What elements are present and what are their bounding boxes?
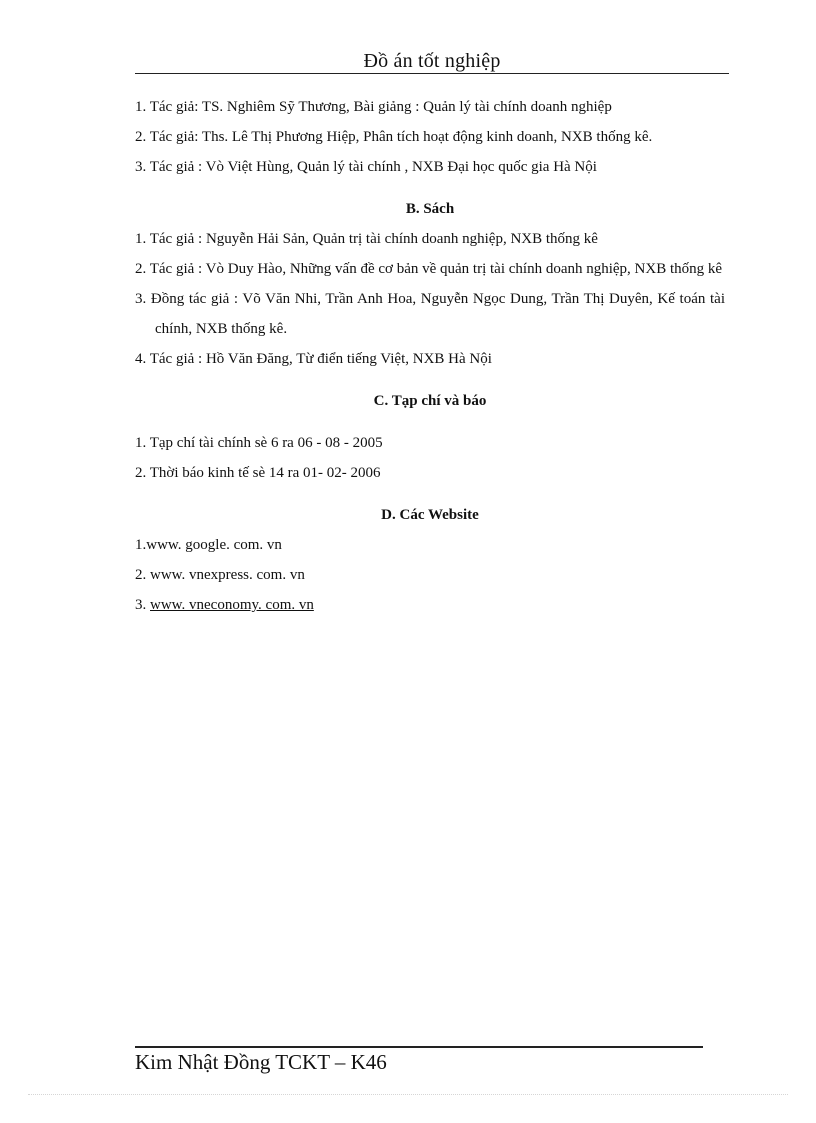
header-divider [135, 73, 729, 74]
reference-item: 2. Tác giả: Ths. Lê Thị Phương Hiệp, Phân tích hoạt động kinh doanh, NXB thống kê. [135, 129, 653, 145]
website-item [135, 590, 725, 620]
reference-item: 4. Tác giả : Hồ Văn Đăng, Từ điển tiếng Việt, NXB Hà Nội [135, 351, 492, 367]
section-a [135, 92, 725, 182]
website-link[interactable]: www. vneconomy. com. vn [150, 597, 314, 613]
footer-divider [135, 1046, 703, 1048]
section-c [135, 386, 725, 488]
reference-item: 1. Tác giả : Nguyễn Hải Sản, Quản trị tài chính doanh nghiệp, NXB thống kê [135, 231, 598, 247]
reference-item: 3. Đồng tác giả : Võ Văn Nhi, Trần Anh Hoa, Nguyễn Ngọc Dung, Trần Thị Duyên, Kế toán tài chính, NXB thống kê. [135, 291, 725, 337]
references-content [135, 92, 725, 620]
reference-item: 1. Tác giả: TS. Nghiêm Sỹ Thương, Bài giảng : Quản lý tài chính doanh nghiệp [135, 99, 612, 115]
page-edge-dotted-line [28, 1094, 788, 1095]
reference-item: 3. Tác giả : Vò Việt Hùng, Quản lý tài chính , NXB Đại học quốc gia Hà Nội [135, 159, 597, 175]
reference-item: 2. Tác giả : Vò Duy Hào, Những vấn đề cơ bản về quản trị tài chính doanh nghiệp, NXB thống kê [135, 261, 723, 277]
page-header-title: Đồ án tốt nghiệp [363, 50, 501, 72]
section-heading-books: B. Sách [405, 201, 455, 217]
section-d [135, 500, 725, 620]
website-item: 1.www. google. com. vn [135, 537, 282, 553]
page-footer-author: Kim Nhật Đồng TCKT – K46 [135, 1050, 387, 1074]
reference-item: 1. Tạp chí tài chính sè 6 ra 06 - 08 - 2005 [135, 435, 383, 451]
reference-item: 2. Thời báo kinh tế sè 14 ra 01- 02- 2006 [135, 465, 381, 481]
section-heading-journals: C. Tạp chí và báo [373, 393, 487, 409]
section-heading-websites: D. Các Website [381, 507, 479, 523]
website-item-number: 3. [135, 597, 150, 613]
website-item: 2. www. vnexpress. com. vn [135, 567, 305, 583]
section-b [135, 194, 725, 374]
